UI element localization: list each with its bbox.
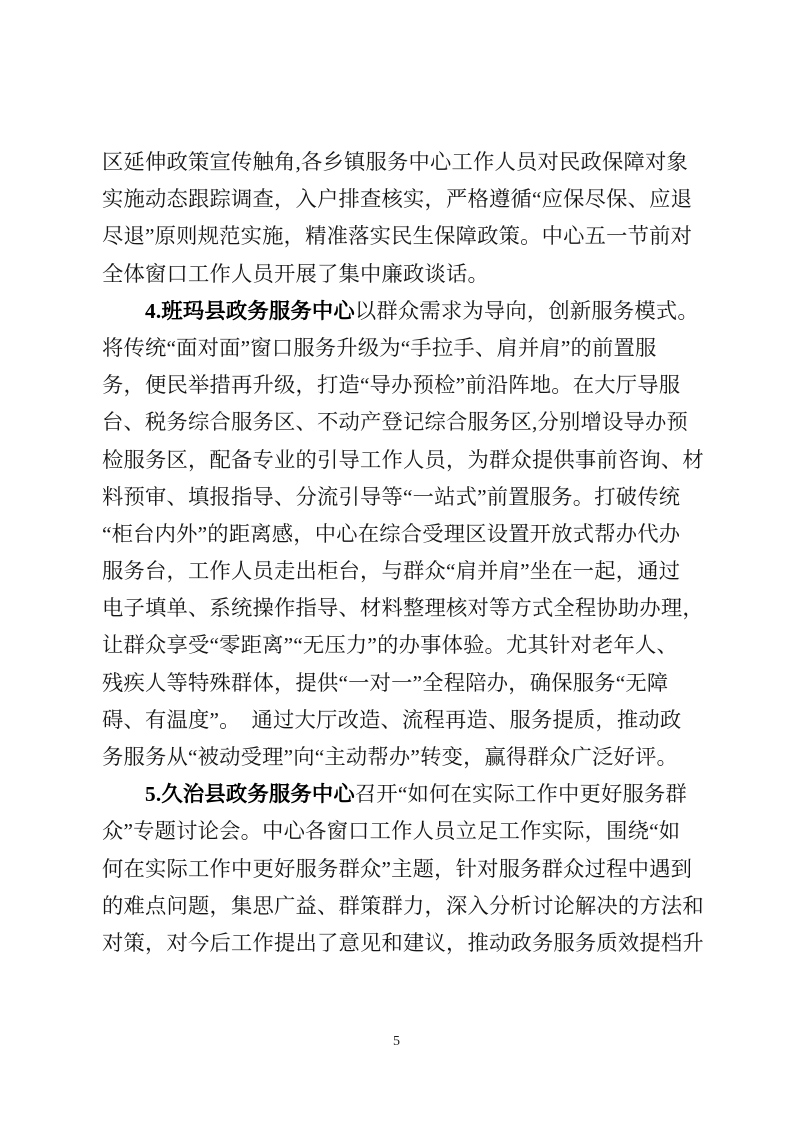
body-line: 务服务从“被动受理”向“主动帮办”转变，赢得群众广泛好评。 — [102, 745, 679, 769]
body-line: 实施动态跟踪调查，入户排查核实，严格遵循“应保尽保、应退 — [102, 187, 693, 212]
body-line: 电子填单、系统操作指导、材料整理核对等方式全程协助办理， — [102, 596, 704, 621]
body-line: 何在实际工作中更好服务群众”主题，针对服务群众过程中遇到 — [102, 856, 693, 881]
body-line — [102, 293, 702, 330]
body-line: 碍、有温度”。 通过大厅改造、流程再造、服务提质，推动政 — [102, 707, 682, 732]
body-line: 对策，对今后工作提出了意见和建议，推动政务服务质效提档升 — [102, 930, 704, 955]
body-line: 务，便民举措再升级，打造“导办预检”前沿阵地。在大厅导服 — [102, 373, 681, 398]
body-line: 检服务区，配备专业的引导工作人员，为群众提供事前咨询、材 — [102, 447, 704, 472]
body-line: 残疾人等特殊群体，提供“一对一”全程陪办，确保服务“无障 — [102, 670, 669, 695]
body-line: 将传统“面对面”窗口服务升级为“手拉手、肩并肩”的前置服 — [102, 335, 657, 360]
section-5-heading: 5.久治县政务服务中心 — [145, 782, 355, 807]
body-line: 让群众享受“零距离”“无压力”的办事体验。尤其针对老年人、 — [102, 633, 679, 658]
body-line: 服务台，工作人员走出柜台，与群众“肩并肩”坐在一起，通过 — [102, 559, 681, 584]
section-4-lead-text: 以群众需求为导向，创新服务模式。 — [354, 298, 699, 323]
body-line: 众”专题讨论会。中心各窗口工作人员立足工作实际，围绕“如 — [102, 819, 681, 844]
document-body — [102, 144, 702, 962]
body-line: 全体窗口工作人员开展了集中廉政谈话。 — [102, 261, 489, 286]
body-line: 区延伸政策宣传触角,各乡镇服务中心工作人员对民政保障对象 — [102, 150, 688, 174]
page-number: 5 — [393, 1034, 400, 1049]
body-line: 台、税务综合服务区、不动产登记综合服务区,分别增设导办预 — [102, 410, 688, 435]
body-line: 尽退”原则规范实施，精准落实民生保障政策。中心五一节前对 — [102, 224, 693, 249]
body-line: “柜台内外”的距离感，中心在综合受理区设置开放式帮办代办 — [102, 521, 681, 546]
section-5-lead-text: 召开“如何在实际工作中更好服务群 — [354, 782, 687, 807]
body-line: 料预审、填报指导、分流引导等“一站式”前置服务。打破传统 — [102, 484, 681, 509]
section-4-heading: 4.班玛县政务服务中心 — [145, 298, 355, 323]
body-line: 的难点问题，集思广益、群策群力，深入分析讨论解决的方法和 — [102, 893, 704, 918]
body-line — [102, 776, 702, 813]
